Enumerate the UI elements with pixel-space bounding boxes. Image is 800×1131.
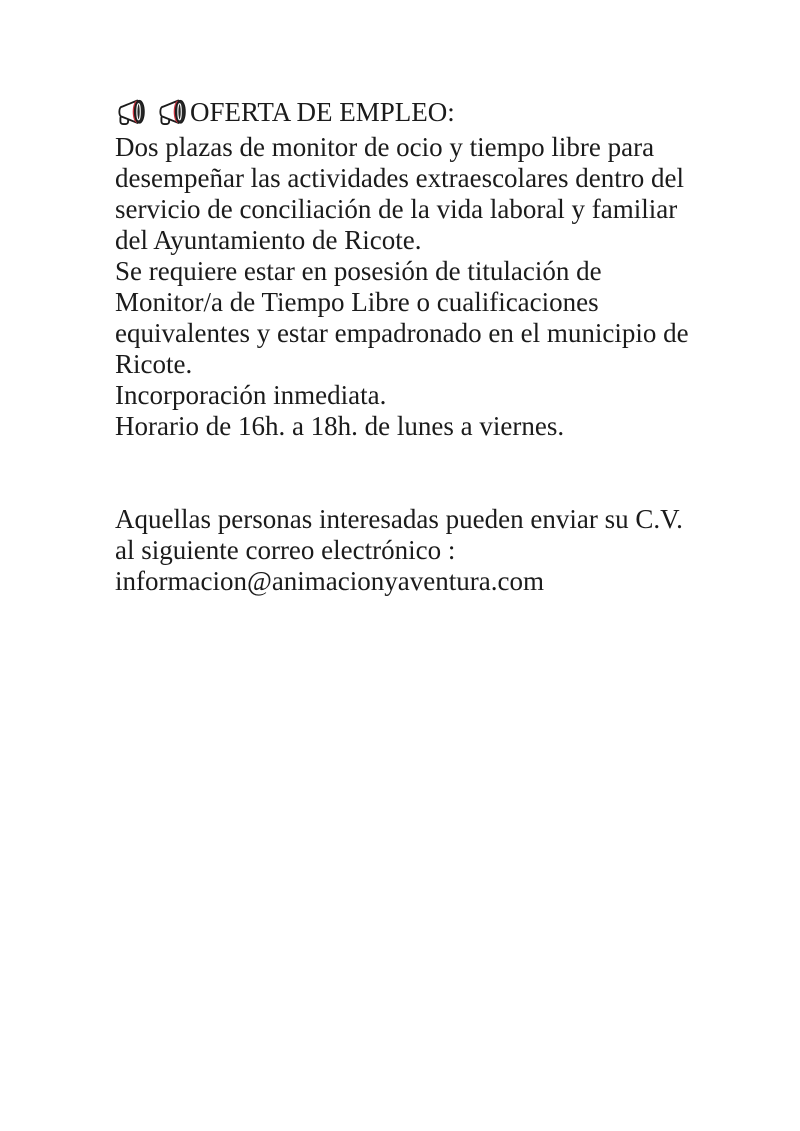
text-line: Ricote. (115, 349, 193, 379)
email-address: informacion@animacionyaventura.com (115, 566, 544, 596)
text-line: desempeñar las actividades extraescolares dentro del (115, 163, 684, 193)
document-content (115, 96, 715, 597)
text-line: equivalentes y estar empadronado en el municipio de (115, 318, 689, 348)
megaphone-icon (115, 97, 149, 128)
text-line: Se requiere estar en posesión de titulación de (115, 256, 602, 286)
paragraph-schedule (115, 411, 715, 442)
paragraph-job-description (115, 132, 715, 256)
text-line: servicio de conciliación de la vida laboral y familiar (115, 194, 678, 224)
page-title: OFERTA DE EMPLEO: (190, 97, 455, 127)
text-line: del Ayuntamiento de Ricote. (115, 225, 422, 255)
text-line: Aquellas personas interesadas pueden enviar su C.V. (115, 504, 683, 534)
megaphone-icon (156, 97, 190, 128)
text-line: Horario de 16h. a 18h. de lunes a viernes. (115, 411, 565, 441)
text-line: al siguiente correo electrónico : (115, 535, 456, 565)
text-line: Incorporación inmediata. (115, 380, 387, 410)
paragraph-start-date (115, 380, 715, 411)
paragraph-contact (115, 504, 715, 597)
document-title-line (115, 96, 715, 129)
text-line: Dos plazas de monitor de ocio y tiempo libre para (115, 132, 655, 162)
text-line: Monitor/a de Tiempo Libre o cualificaciones (115, 287, 599, 317)
paragraph-requirements (115, 256, 715, 380)
